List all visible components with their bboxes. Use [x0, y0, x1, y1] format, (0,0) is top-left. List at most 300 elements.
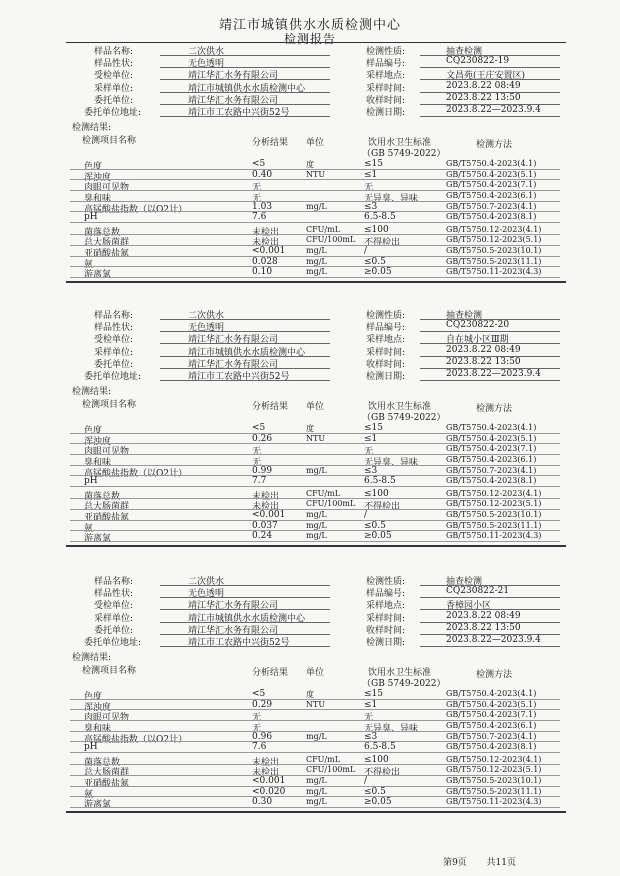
cell-method: GB/T5750.5-2023(11.1) [446, 786, 542, 796]
cell-standard: 6.5-8.5 [364, 742, 396, 753]
cell-item: 菌落总数 [84, 757, 121, 768]
cell-result: 未检出 [252, 227, 280, 238]
table-row [0, 267, 620, 281]
cell-method: GB/T5750.4-2023(4.1) [446, 423, 537, 433]
col-header-standard-code: （GB 5749-2022） [362, 679, 446, 690]
cell-result: 0.96 [252, 731, 273, 742]
cell-item: 臭和味 [84, 724, 112, 734]
table-row [0, 476, 620, 487]
info-value-sampling_unit: 靖江市城镇供水水质检测中心 [188, 83, 306, 94]
cell-unit: CFU/mL [306, 224, 341, 234]
cell-standard: ≥0.05 [364, 531, 392, 542]
cell-unit: CFU/100mL [306, 765, 356, 775]
cell-item: 肉眼可见物 [84, 447, 130, 458]
cell-result: 0.26 [252, 433, 273, 444]
cell-method: GB/T5750.5-2023(11.1) [446, 520, 542, 530]
cell-method: GB/T5750.4-2023(5.1) [446, 433, 537, 443]
table-row [0, 499, 620, 513]
col-header-result: 分析结果 [252, 138, 289, 149]
cell-item: 亚硝酸盐氮 [84, 249, 130, 259]
info-label-receive_time: 收样时间: [366, 95, 406, 106]
cell-item: 氨 [84, 259, 94, 270]
cell-item: 氨 [84, 789, 94, 800]
info-label-sampling_unit: 采样单位: [94, 347, 134, 358]
cell-standard: 6.5-8.5 [364, 212, 396, 223]
report-section [0, 574, 620, 834]
cell-unit: NTU [306, 699, 326, 709]
info-value-test_date: 2023.8.22—2023.9.4 [446, 369, 541, 379]
info-label-sample_char: 样品性状: [94, 59, 134, 70]
col-header-method: 检测方法 [476, 404, 513, 415]
info-label-inspected_unit: 受检单位: [94, 335, 134, 346]
table-row [0, 521, 620, 532]
cell-result: 未检出 [252, 757, 280, 768]
cell-unit: mg/L [306, 731, 327, 741]
cell-method: GB/T5750.4-2023(6.1) [446, 721, 537, 730]
cell-method: GB/T5750.4-2023(8.1) [446, 212, 537, 222]
info-label-client_address: 委托单位地址: [84, 372, 142, 382]
cell-item: 菌落总数 [84, 227, 121, 238]
cell-item: 色度 [84, 426, 103, 437]
cell-result: 7.6 [252, 212, 267, 223]
info-value-test_nature: 抽查检测 [446, 577, 483, 587]
info-label-receive_time: 收样时间: [366, 625, 406, 636]
cell-standard: / [364, 510, 368, 520]
table-row [0, 721, 620, 732]
info-label-sampling_time: 采样时间: [366, 613, 406, 624]
info-label-sampling_unit: 采样单位: [94, 613, 134, 624]
cell-unit: CFU/100mL [306, 499, 356, 509]
cell-result: 0.037 [252, 520, 278, 531]
cell-standard: 无 [364, 183, 374, 194]
cell-item: 高锰酸盐指数（以O2计） [84, 204, 188, 215]
cell-item: 总大肠菌群 [84, 238, 130, 249]
row-underline [70, 752, 560, 753]
col-header-standard: 饮用水卫生标准 [368, 402, 432, 413]
table-row [0, 455, 620, 466]
info-value-receive_time: 2023.8.22 13:50 [446, 92, 521, 103]
table-row [0, 489, 620, 500]
cell-result: 无 [252, 458, 262, 468]
table-row [0, 180, 620, 194]
cell-method: GB/T5750.5-2023(10.1) [446, 776, 542, 785]
cell-item: 游离氯 [84, 534, 112, 545]
cell-standard: ≤3 [364, 201, 378, 212]
cell-method: GB/T5750.12-2023(4.1) [446, 224, 542, 234]
info-label-test_nature: 检测性质: [366, 47, 406, 57]
cell-unit: mg/L [306, 201, 327, 211]
section-rule [66, 811, 566, 813]
cell-item: 臭和味 [84, 458, 112, 468]
cell-result: 无 [252, 724, 262, 734]
row-underline [70, 807, 560, 808]
col-header-item: 检测项目名称 [82, 400, 137, 411]
cell-unit: mg/L [306, 510, 327, 519]
col-header-method: 检测方法 [476, 670, 513, 681]
cell-unit: mg/L [306, 786, 327, 796]
underline [160, 319, 330, 320]
report-section [0, 44, 620, 304]
cell-unit: CFU/mL [306, 754, 341, 764]
cell-standard: 不得检出 [364, 502, 401, 513]
cell-standard: 无异臭、异味 [364, 194, 419, 204]
table-row [0, 423, 620, 437]
info-label-sampling_time: 采样时间: [366, 83, 406, 94]
cell-standard: 无 [364, 713, 374, 724]
cell-result: 未检出 [252, 768, 280, 779]
cell-item: 浑浊度 [84, 436, 112, 447]
cell-item: 游离氯 [84, 800, 112, 811]
cell-unit: mg/L [306, 267, 327, 277]
info-value-sample_no: CQ230822-20 [446, 320, 510, 331]
cell-item: 色度 [84, 162, 103, 173]
cell-result: 0.99 [252, 465, 273, 476]
info-value-inspected_unit: 靖江华汇水务有限公司 [188, 335, 279, 346]
cell-standard: ≤15 [364, 689, 383, 700]
header-rule [66, 42, 566, 43]
info-value-sampling_unit: 靖江市城镇供水水质检测中心 [188, 347, 306, 358]
cell-result: 无 [252, 447, 262, 458]
row-underline [70, 486, 560, 487]
cell-method: GB/T5750.4-2023(7.1) [446, 444, 537, 454]
cell-item: 浑浊度 [84, 702, 112, 713]
cell-result: <5 [252, 159, 266, 170]
info-label-sample_no: 样品编号: [366, 323, 406, 334]
cell-result: <0.020 [252, 786, 286, 797]
col-header-unit: 单位 [306, 138, 325, 149]
cell-unit: mg/L [306, 776, 327, 785]
info-value-receive_time: 2023.8.22 13:50 [446, 356, 521, 367]
info-value-receive_time: 2023.8.22 13:50 [446, 622, 521, 633]
cell-standard: ≤0.5 [364, 520, 386, 531]
underline [420, 116, 560, 117]
cell-unit: mg/L [306, 246, 327, 255]
info-label-sample_name: 样品名称: [94, 577, 134, 587]
cell-unit: NTU [306, 169, 326, 179]
info-label-sample_char: 样品性状: [94, 589, 134, 600]
table-row [0, 225, 620, 236]
page-number: 第9页 [443, 858, 467, 868]
cell-standard: ≤1 [364, 433, 378, 444]
underline [160, 646, 330, 647]
cell-method: GB/T5750.4-2023(4.1) [446, 689, 537, 699]
cell-unit: mg/L [306, 531, 327, 541]
info-value-sampling_site: 文昌苑(王庄安置区) [446, 71, 526, 82]
cell-method: GB/T5750.7-2023(4.1) [446, 731, 537, 741]
cell-standard: ≥0.05 [364, 267, 392, 278]
cell-standard: ≤1 [364, 699, 378, 710]
cell-unit: CFU/100mL [306, 235, 356, 245]
info-value-sample_no: CQ230822-21 [446, 586, 510, 597]
results-label: 检测结果: [72, 653, 112, 664]
cell-standard: 无异臭、异味 [364, 724, 419, 734]
col-header-item: 检测项目名称 [82, 136, 137, 147]
info-value-test_nature: 抽查检测 [446, 311, 483, 321]
table-row [0, 170, 620, 181]
cell-method: GB/T5750.4-2023(6.1) [446, 455, 537, 464]
info-value-sample_name: 二次供水 [188, 47, 225, 57]
col-header-result: 分析结果 [252, 402, 289, 413]
cell-method: GB/T5750.12-2023(5.1) [446, 499, 542, 509]
cell-method: GB/T5750.11-2023(4.3) [446, 531, 542, 541]
report-title: 靖江市城镇供水水质检测中心 [218, 18, 401, 33]
info-label-client_unit: 委托单位: [94, 625, 134, 636]
info-value-sampling_time: 2023.8.22 08:49 [446, 344, 521, 355]
cell-standard: ≤100 [364, 488, 389, 499]
table-row [0, 510, 620, 521]
cell-unit: 度 [306, 160, 314, 170]
table-row [0, 787, 620, 798]
cell-method: GB/T5750.11-2023(4.3) [446, 267, 542, 277]
cell-unit: CFU/mL [306, 488, 341, 498]
info-label-sample_no: 样品编号: [366, 59, 406, 70]
info-value-test_nature: 抽查检测 [446, 47, 483, 57]
cell-item: 菌落总数 [84, 491, 121, 502]
underline [420, 380, 560, 381]
cell-item: 游离氯 [84, 270, 112, 281]
cell-method: GB/T5750.4-2023(5.1) [446, 699, 537, 709]
cell-item: 色度 [84, 692, 103, 703]
cell-standard: 不得检出 [364, 768, 401, 779]
cell-standard: ≤1 [364, 169, 378, 180]
cell-unit: mg/L [306, 465, 327, 475]
cell-result: <5 [252, 423, 266, 434]
info-value-sampling_time: 2023.8.22 08:49 [446, 610, 521, 621]
underline [420, 646, 560, 647]
info-value-client_address: 靖江市工农路中兴街52号 [188, 638, 290, 648]
table-row [0, 235, 620, 249]
results-label: 检测结果: [72, 387, 112, 398]
info-label-sample_char: 样品性状: [94, 323, 134, 334]
cell-item: pH [84, 742, 98, 753]
cell-method: GB/T5750.12-2023(4.1) [446, 488, 542, 498]
cell-result: 0.10 [252, 267, 273, 278]
cell-standard: 无异臭、异味 [364, 458, 419, 468]
cell-method: GB/T5750.4-2023(7.1) [446, 180, 537, 190]
cell-result: 0.24 [252, 531, 273, 542]
cell-item: 肉眼可见物 [84, 183, 130, 194]
cell-standard: 不得检出 [364, 238, 401, 249]
cell-method: GB/T5750.11-2023(4.3) [446, 797, 542, 807]
info-label-client_address: 委托单位地址: [84, 108, 142, 118]
cell-standard: ≤0.5 [364, 786, 386, 797]
cell-method: GB/T5750.7-2023(4.1) [446, 201, 537, 211]
cell-standard: / [364, 776, 368, 786]
cell-result: 0.028 [252, 256, 278, 267]
table-row [0, 159, 620, 173]
info-label-sampling_site: 采样地点: [366, 601, 406, 612]
info-value-client_unit: 靖江华汇水务有限公司 [188, 625, 279, 636]
cell-result: <0.001 [252, 246, 286, 256]
info-value-sample_char: 无色透明 [188, 323, 225, 334]
cell-standard: ≤100 [364, 754, 389, 765]
cell-method: GB/T5750.7-2023(4.1) [446, 465, 537, 475]
info-value-test_date: 2023.8.22—2023.9.4 [446, 635, 541, 645]
table-row [0, 776, 620, 787]
table-row [0, 531, 620, 545]
cell-method: GB/T5750.5-2023(10.1) [446, 246, 542, 255]
info-label-test_date: 检测日期: [366, 638, 406, 648]
info-value-test_date: 2023.8.22—2023.9.4 [446, 105, 541, 115]
info-label-sampling_unit: 采样单位: [94, 83, 134, 94]
cell-standard: 6.5-8.5 [364, 476, 396, 487]
cell-standard: ≤3 [364, 731, 378, 742]
info-value-sample_name: 二次供水 [188, 311, 225, 321]
info-value-sampling_site: 自在城小区Ⅲ期 [446, 335, 509, 346]
cell-method: GB/T5750.12-2023(5.1) [446, 235, 542, 245]
info-value-client_unit: 靖江华汇水务有限公司 [188, 95, 279, 106]
cell-standard: ≤0.5 [364, 256, 386, 267]
col-header-unit: 单位 [306, 402, 325, 413]
cell-method: GB/T5750.5-2023(11.1) [446, 256, 542, 266]
table-row [0, 212, 620, 223]
cell-method: GB/T5750.12-2023(4.1) [446, 754, 542, 764]
info-label-client_unit: 委托单位: [94, 95, 134, 106]
info-label-test_date: 检测日期: [366, 108, 406, 118]
info-value-client_address: 靖江市工农路中兴街52号 [188, 372, 290, 382]
info-value-sample_name: 二次供水 [188, 577, 225, 587]
info-label-test_nature: 检测性质: [366, 311, 406, 321]
info-label-client_unit: 委托单位: [94, 359, 134, 370]
cell-item: 高锰酸盐指数（以O2计） [84, 468, 188, 479]
cell-result: 未检出 [252, 238, 280, 249]
cell-item: 臭和味 [84, 194, 112, 204]
info-value-client_address: 靖江市工农路中兴街52号 [188, 108, 290, 118]
table-row [0, 434, 620, 445]
cell-item: pH [84, 476, 98, 487]
info-value-sampling_site: 香樟园小区 [446, 601, 492, 612]
table-row [0, 765, 620, 779]
info-label-receive_time: 收样时间: [366, 359, 406, 370]
section-rule [66, 281, 566, 283]
col-header-item: 检测项目名称 [82, 666, 137, 677]
info-value-sampling_time: 2023.8.22 08:49 [446, 80, 521, 91]
col-header-standard-code: （GB 5749-2022） [362, 413, 446, 424]
cell-method: GB/T5750.4-2023(8.1) [446, 742, 537, 752]
info-label-sample_name: 样品名称: [94, 47, 134, 57]
results-label: 检测结果: [72, 123, 112, 134]
table-row [0, 700, 620, 711]
cell-result: 未检出 [252, 502, 280, 513]
cell-method: GB/T5750.5-2023(10.1) [446, 510, 542, 519]
info-label-client_address: 委托单位地址: [84, 638, 142, 648]
cell-standard: ≤3 [364, 465, 378, 476]
cell-method: GB/T5750.4-2023(5.1) [446, 169, 537, 179]
cell-result: 无 [252, 183, 262, 194]
row-underline [70, 541, 560, 542]
cell-method: GB/T5750.4-2023(8.1) [446, 476, 537, 486]
cell-standard: / [364, 246, 368, 256]
cell-item: 氨 [84, 523, 94, 534]
table-row [0, 257, 620, 268]
cell-standard: ≥0.05 [364, 797, 392, 808]
cell-result: 0.30 [252, 797, 273, 808]
cell-result: 0.40 [252, 169, 273, 180]
col-header-result: 分析结果 [252, 668, 289, 679]
section-rule [66, 545, 566, 547]
report-section [0, 308, 620, 568]
cell-item: 亚硝酸盐氮 [84, 513, 130, 523]
table-row [0, 797, 620, 811]
col-header-standard: 饮用水卫生标准 [368, 668, 432, 679]
cell-unit: mg/L [306, 520, 327, 530]
info-value-client_unit: 靖江华汇水务有限公司 [188, 359, 279, 370]
row-underline [70, 222, 560, 223]
cell-item: pH [84, 212, 98, 223]
info-label-sampling_site: 采样地点: [366, 71, 406, 82]
page-footer [443, 855, 516, 868]
info-label-sample_name: 样品名称: [94, 311, 134, 321]
cell-result: 未检出 [252, 491, 280, 502]
cell-result: <5 [252, 689, 266, 700]
info-label-sample_no: 样品编号: [366, 589, 406, 600]
info-value-sample_no: CQ230822-19 [446, 56, 510, 67]
cell-method: GB/T5750.4-2023(6.1) [446, 191, 537, 200]
table-row [0, 742, 620, 753]
info-value-inspected_unit: 靖江华汇水务有限公司 [188, 71, 279, 82]
table-row [0, 732, 620, 743]
info-label-test_date: 检测日期: [366, 372, 406, 382]
table-row [0, 191, 620, 202]
cell-unit: 度 [306, 424, 314, 434]
cell-method: GB/T5750.4-2023(7.1) [446, 710, 537, 720]
cell-item: 总大肠菌群 [84, 502, 130, 513]
table-row [0, 444, 620, 458]
col-header-standard: 饮用水卫生标准 [368, 138, 432, 149]
page-total: 共11页 [486, 858, 516, 868]
underline [160, 585, 330, 586]
cell-result: <0.001 [252, 510, 286, 520]
cell-result: <0.001 [252, 776, 286, 786]
cell-item: 总大肠菌群 [84, 768, 130, 779]
cell-result: 无 [252, 194, 262, 204]
cell-result: 0.29 [252, 699, 273, 710]
report-subtitle: 检测报告 [283, 32, 336, 46]
cell-standard: 无 [364, 447, 374, 458]
cell-unit: mg/L [306, 256, 327, 266]
cell-unit: 度 [306, 690, 314, 700]
table-row [0, 755, 620, 766]
cell-standard: ≤15 [364, 159, 383, 170]
row-underline [70, 277, 560, 278]
table-row [0, 710, 620, 724]
cell-result: 7.6 [252, 742, 267, 753]
cell-item: 亚硝酸盐氮 [84, 779, 130, 789]
cell-result: 无 [252, 713, 262, 724]
col-header-unit: 单位 [306, 668, 325, 679]
cell-standard: ≤15 [364, 423, 383, 434]
info-label-inspected_unit: 受检单位: [94, 71, 134, 82]
table-row [0, 466, 620, 477]
table-row [0, 246, 620, 257]
col-header-method: 检测方法 [476, 140, 513, 151]
cell-unit: mg/L [306, 797, 327, 807]
cell-method: GB/T5750.4-2023(4.1) [446, 159, 537, 169]
cell-item: 高锰酸盐指数（以O2计） [84, 734, 188, 745]
underline [160, 55, 330, 56]
table-row [0, 202, 620, 213]
info-value-sampling_unit: 靖江市城镇供水水质检测中心 [188, 613, 306, 624]
underline [160, 380, 330, 381]
info-value-sample_char: 无色透明 [188, 59, 225, 70]
col-header-standard-code: （GB 5749-2022） [362, 149, 446, 160]
info-label-inspected_unit: 受检单位: [94, 601, 134, 612]
cell-unit: NTU [306, 433, 326, 443]
info-label-sampling_site: 采样地点: [366, 335, 406, 346]
info-label-sampling_time: 采样时间: [366, 347, 406, 358]
underline [160, 116, 330, 117]
table-row [0, 689, 620, 703]
